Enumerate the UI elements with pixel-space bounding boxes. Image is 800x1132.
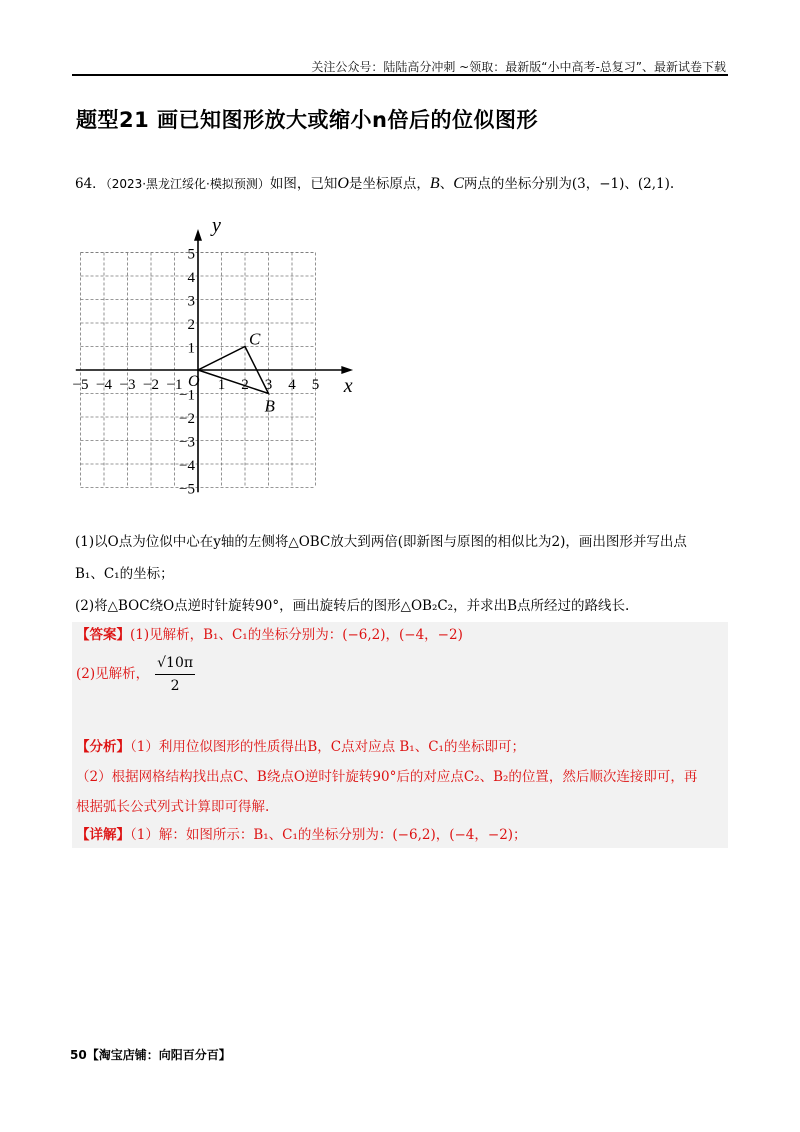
x-tick-label: −2: [143, 377, 159, 393]
fraction-denominator: 2: [170, 678, 180, 694]
answer-line-1: [76, 624, 463, 646]
x-tick-label: 3: [264, 377, 273, 393]
y-tick-label: −2: [179, 411, 195, 427]
point-C-label: C: [249, 329, 261, 349]
y-tick-label: −5: [179, 481, 195, 498]
header-divider: [72, 74, 728, 76]
triangle-OBC: [198, 330, 276, 416]
problem-source: （2023·黑龙江绥化·模拟预测）: [105, 177, 270, 191]
detail-text: （1）解：如图所示：B₁、C₁的坐标分别为：(−6,2)，(−4，−2)；: [130, 827, 527, 843]
problem-coords: (3，−1)、(2,1).: [571, 176, 675, 192]
answer-label: 【答案】: [76, 627, 130, 643]
y-axis-label: y: [212, 214, 221, 237]
answer-part-2-prefix: (2)见解析，: [76, 666, 150, 682]
coordinate-figure: [60, 208, 360, 502]
answer-fraction: [155, 652, 195, 697]
question-1-line-1: (1)以O点为位似中心在y轴的左侧将△OBC放大到两倍(即新图与原图的相似比为2)，画出图形并写出点: [75, 534, 687, 550]
analysis-line-3: 根据弧长公式列式计算即可得解.: [76, 799, 270, 815]
x-tick-label: −5: [72, 377, 89, 393]
problem-sep: 、: [439, 176, 454, 192]
y-tick-label: 1: [187, 340, 195, 357]
analysis-line-1: [76, 736, 525, 758]
y-axis-arrow: [194, 229, 202, 241]
tick-labels: [73, 247, 320, 498]
question-2: (2)将△BOC绕O点逆时针旋转90°，画出旋转后的图形△OB₂C₂，并求出B点所经过的路线长.: [75, 598, 630, 614]
analysis-text-1: （1）利用位似图形的性质得出B，C点对应点 B₁、C₁的坐标即可；: [130, 739, 525, 755]
x-tick-label: −1: [166, 377, 183, 393]
answer-line-2: [76, 652, 195, 697]
point-B-label: B: [264, 396, 275, 416]
problem-number: 64．: [75, 176, 106, 192]
x-axis-label: x: [343, 375, 353, 397]
axes: [76, 214, 353, 492]
math-C: C: [453, 175, 464, 192]
y-tick-label: −1: [179, 387, 195, 404]
problem-statement: [75, 172, 735, 196]
problem-text-b: 是坐标原点，: [348, 176, 430, 192]
x-tick-label: 1: [217, 377, 226, 393]
section-title: 题型21 画已知图形放大或缩小n倍后的位似图形: [76, 108, 538, 132]
x-axis-arrow: [341, 366, 353, 374]
problem-text-c: 两点的坐标分别为: [463, 176, 572, 192]
y-tick-label: 3: [187, 293, 195, 310]
analysis-label: 【分析】: [76, 739, 130, 755]
answer-box: [72, 622, 728, 848]
detail-label: 【详解】: [76, 827, 130, 843]
x-tick-label: −3: [119, 377, 136, 393]
answer-part-1: (1)见解析，B₁、C₁的坐标分别为：(−6,2)，(−4，−2): [130, 627, 463, 643]
y-tick-label: 4: [187, 270, 195, 286]
x-tick-label: 5: [311, 377, 320, 393]
problem-text-a: 如图，已知: [269, 176, 338, 192]
coordinate-grid-svg: [60, 208, 360, 498]
fraction-numerator: √10π: [155, 652, 195, 675]
detail-line: [76, 824, 527, 846]
header-text: 关注公众号：陆陆高分冲刺 ~领取：最新版“小中高考-总复习”、最新试卷下载: [311, 60, 726, 74]
analysis-line-2: （2）根据网格结构找出点C、B绕点O逆时针旋转90°后的对应点C₂、B₂的位置，然后顺次连接即可，再: [76, 769, 698, 785]
footer-shop: 50【淘宝店铺：向阳百分百】: [70, 1048, 231, 1062]
y-tick-label: −4: [179, 458, 195, 474]
y-tick-label: −3: [179, 434, 195, 451]
math-O: O: [337, 175, 349, 192]
origin-label: O: [188, 373, 200, 390]
question-1-line-2: B₁、C₁的坐标；: [75, 566, 174, 582]
x-tick-label: 4: [288, 377, 296, 393]
y-tick-label: 2: [187, 317, 195, 333]
math-B: B: [429, 175, 440, 192]
y-tick-label: 5: [187, 246, 195, 263]
x-tick-label: −4: [96, 377, 112, 393]
x-tick-label: 2: [241, 377, 249, 393]
